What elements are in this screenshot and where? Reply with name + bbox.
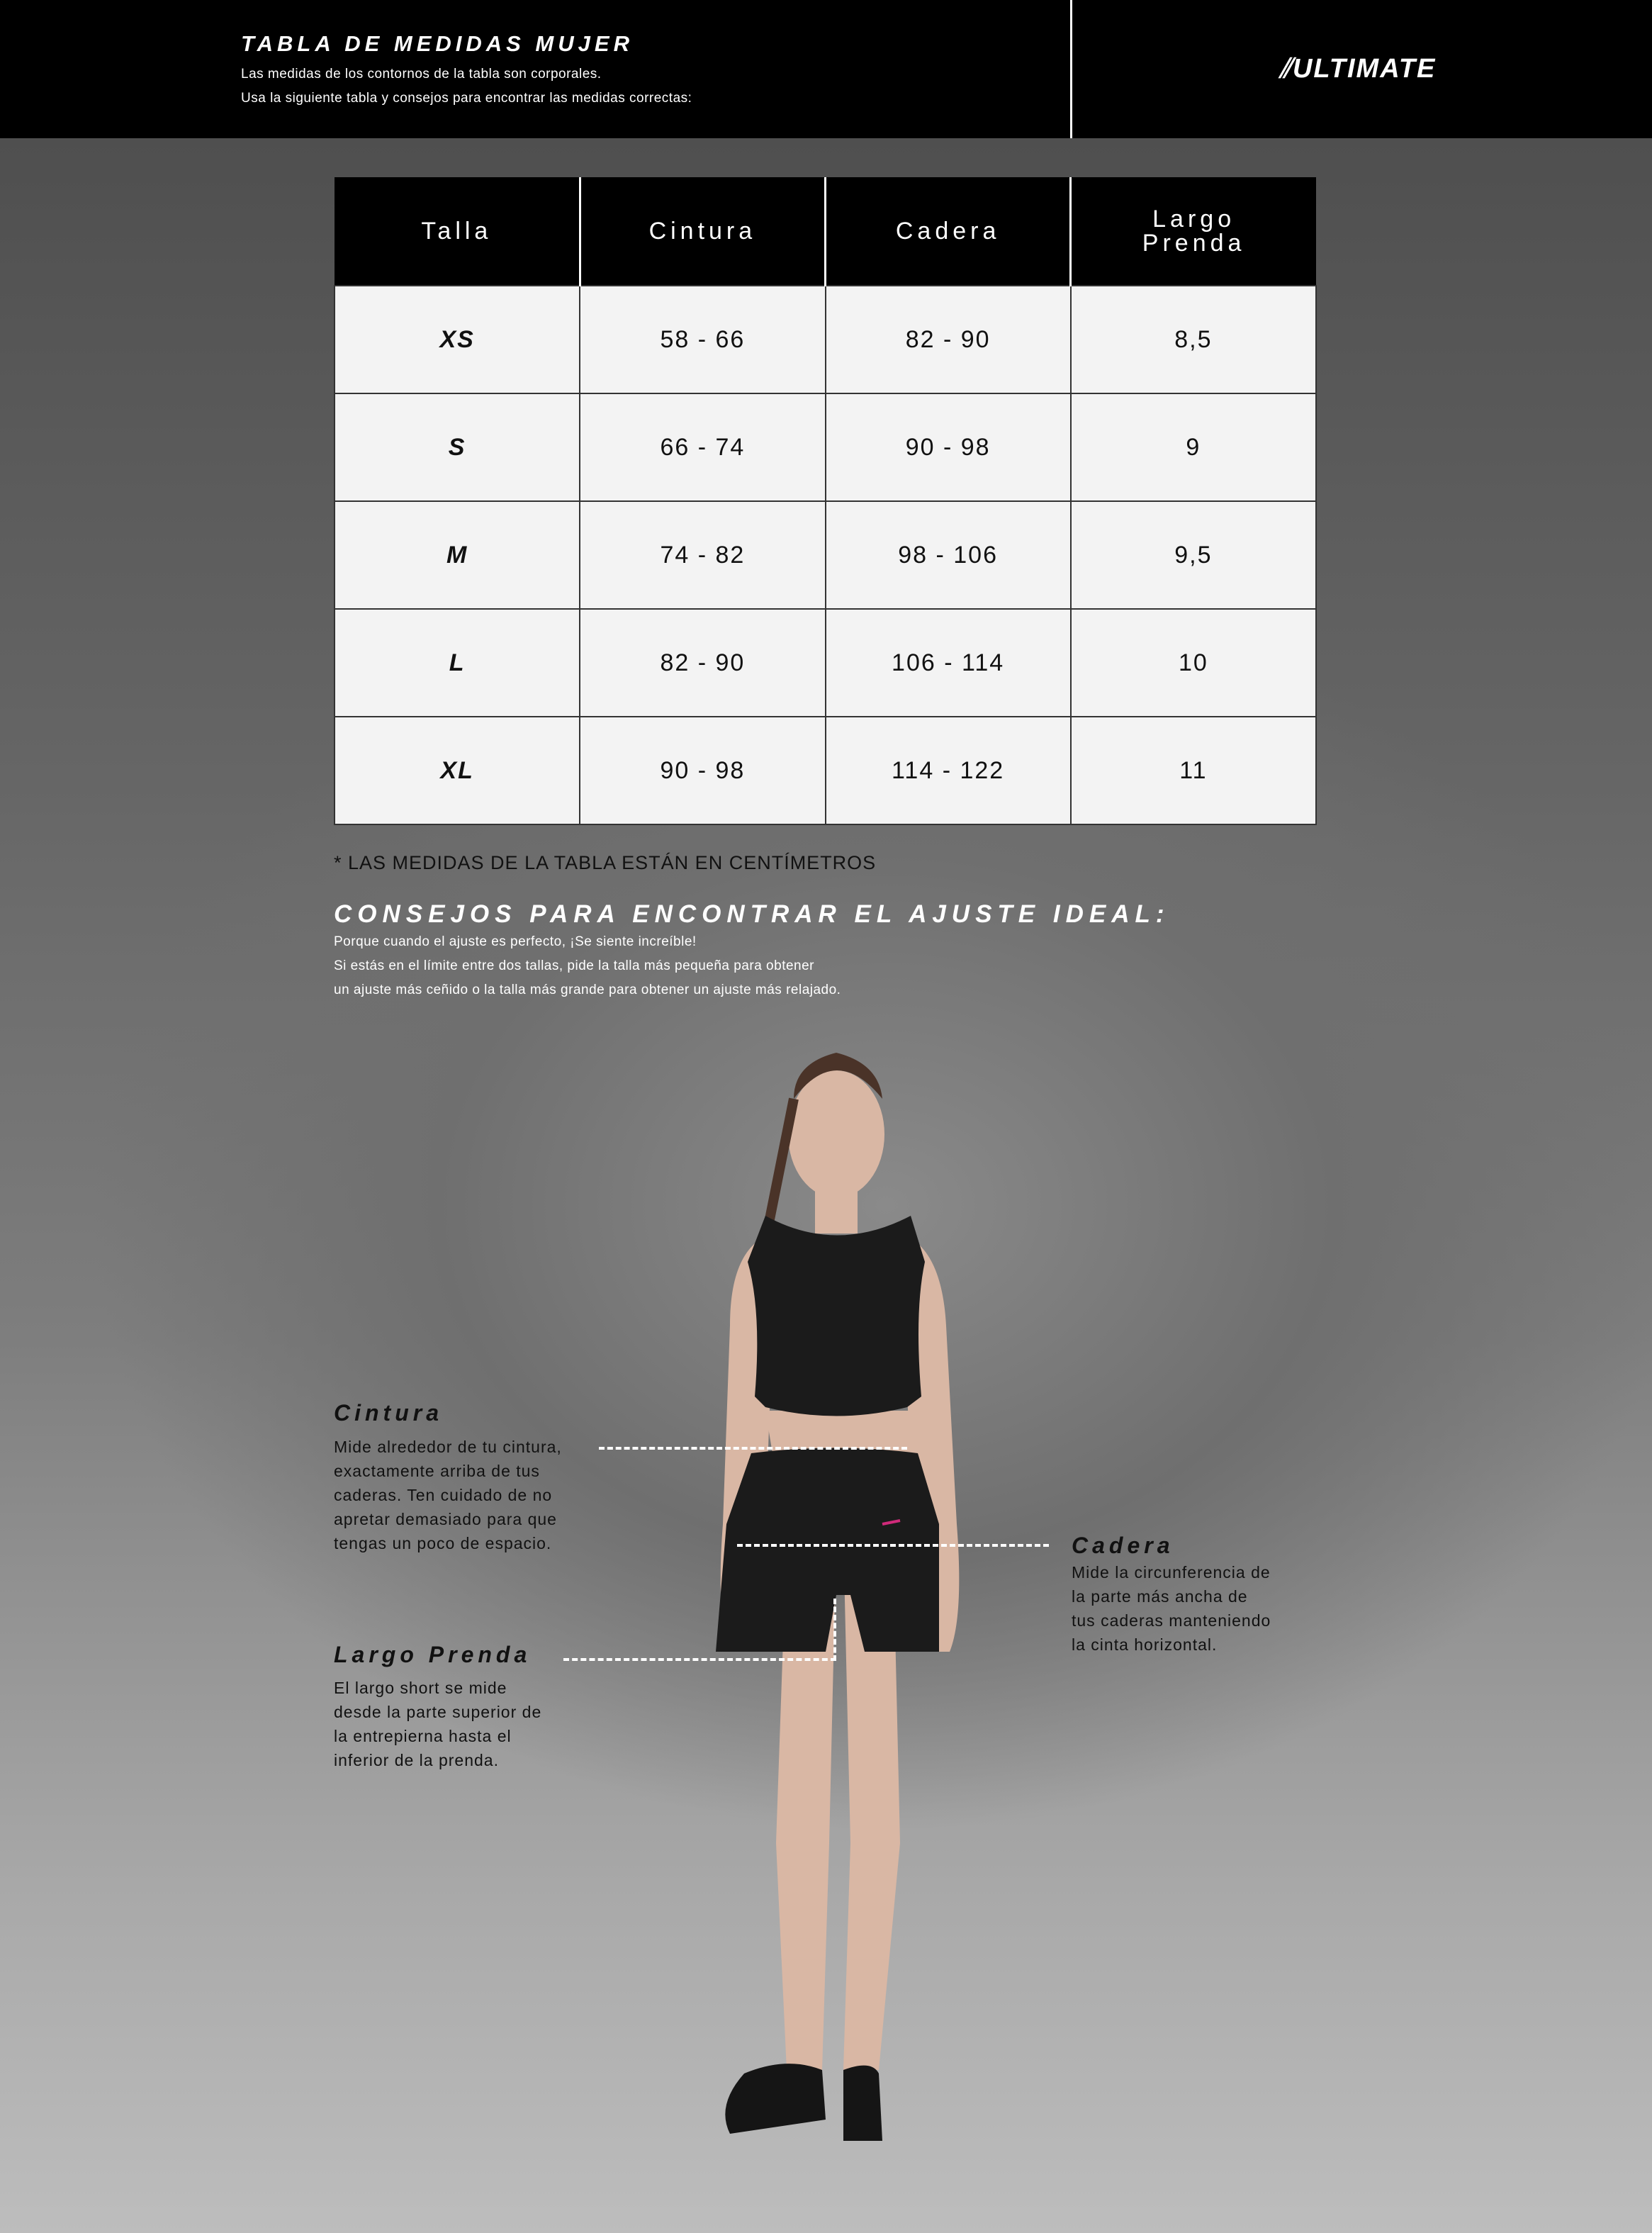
text-line: la parte más ancha de xyxy=(1072,1587,1248,1606)
measure-cell: 10 xyxy=(1071,609,1316,717)
text-line: la cinta horizontal. xyxy=(1072,1635,1218,1654)
table-row xyxy=(335,393,1316,501)
measure-cell: 82 - 90 xyxy=(826,286,1071,393)
measure-cell: 106 - 114 xyxy=(826,609,1071,717)
table-header-row xyxy=(335,177,1316,286)
text-line: El largo short se mide xyxy=(334,1679,507,1697)
text-line: caderas. Ten cuidado de no xyxy=(334,1486,553,1504)
logo-slash-icon: ⫽ xyxy=(1279,54,1293,84)
column-header: Cintura xyxy=(580,177,825,286)
text-line: exactamente arriba de tus xyxy=(334,1462,540,1480)
header-subtitle: Las medidas de los contornos de la tabla son corporales. xyxy=(241,67,602,82)
measure-cell: 74 - 82 xyxy=(580,501,825,609)
size-cell: M xyxy=(335,501,580,609)
largo-prenda-description xyxy=(334,1676,603,1772)
text-line: Mide alrededor de tu cintura, xyxy=(334,1438,562,1456)
table-row xyxy=(335,501,1316,609)
waist-measure-line xyxy=(599,1447,907,1450)
measure-cell: 82 - 90 xyxy=(580,609,825,717)
tips-line: Si estás en el límite entre dos tallas, pide la talla más pequeña para obtener xyxy=(334,958,814,973)
tips-line: un ajuste más ceñido o la talla más grande para obtener un ajuste más relajado. xyxy=(334,983,841,997)
tips-title: CONSEJOS PARA ENCONTRAR EL AJUSTE IDEAL: xyxy=(334,900,1170,928)
logo-text: ULTIMATE xyxy=(1292,54,1437,84)
size-cell: S xyxy=(335,393,580,501)
column-header: Talla xyxy=(335,177,580,286)
text-line: tus caderas manteniendo xyxy=(1072,1611,1271,1630)
text-line: tengas un poco de espacio. xyxy=(334,1534,552,1552)
measure-cell: 9,5 xyxy=(1071,501,1316,609)
header-divider xyxy=(1070,0,1072,138)
cintura-description xyxy=(334,1435,603,1555)
measure-cell: 8,5 xyxy=(1071,286,1316,393)
size-cell: L xyxy=(335,609,580,717)
text-line: apretar demasiado para que xyxy=(334,1510,557,1528)
text-line: inferior de la prenda. xyxy=(334,1751,499,1769)
measure-cell: 9 xyxy=(1071,393,1316,501)
hip-measure-line xyxy=(737,1544,1049,1547)
model-photo xyxy=(624,1028,992,2162)
column-header: Largo Prenda xyxy=(1071,177,1316,286)
table-row xyxy=(335,717,1316,824)
size-table xyxy=(334,177,1317,825)
size-cell: XL xyxy=(335,717,580,824)
measure-cell: 114 - 122 xyxy=(826,717,1071,824)
length-measure-line xyxy=(563,1658,836,1661)
measure-cell: 66 - 74 xyxy=(580,393,825,501)
measure-cell: 90 - 98 xyxy=(826,393,1071,501)
table-row xyxy=(335,286,1316,393)
measure-cell: 58 - 66 xyxy=(580,286,825,393)
units-note: * LAS MEDIDAS DE LA TABLA ESTÁN EN CENTÍMETROS xyxy=(334,852,877,873)
measure-cell: 90 - 98 xyxy=(580,717,825,824)
text-line: la entrepierna hasta el xyxy=(334,1727,512,1745)
text-line: Mide la circunferencia de xyxy=(1072,1563,1271,1582)
cadera-description xyxy=(1072,1560,1341,1657)
tips-line: Porque cuando el ajuste es perfecto, ¡Se siente increíble! xyxy=(334,934,697,949)
cintura-title: Cintura xyxy=(334,1400,443,1426)
brand-logo xyxy=(1279,54,1436,84)
text-line: desde la parte superior de xyxy=(334,1703,542,1721)
header-subtitle: Usa la siguiente tabla y consejos para encontrar las medidas correctas: xyxy=(241,91,692,106)
table-row xyxy=(335,609,1316,717)
cadera-title: Cadera xyxy=(1072,1533,1174,1558)
measure-cell: 11 xyxy=(1071,717,1316,824)
size-cell: XS xyxy=(335,286,580,393)
column-header: Cadera xyxy=(826,177,1071,286)
measure-cell: 98 - 106 xyxy=(826,501,1071,609)
inseam-measure-line xyxy=(833,1599,836,1661)
page-title: TABLA DE MEDIDAS MUJER xyxy=(241,31,634,56)
largo-prenda-title: Largo Prenda xyxy=(334,1642,532,1667)
